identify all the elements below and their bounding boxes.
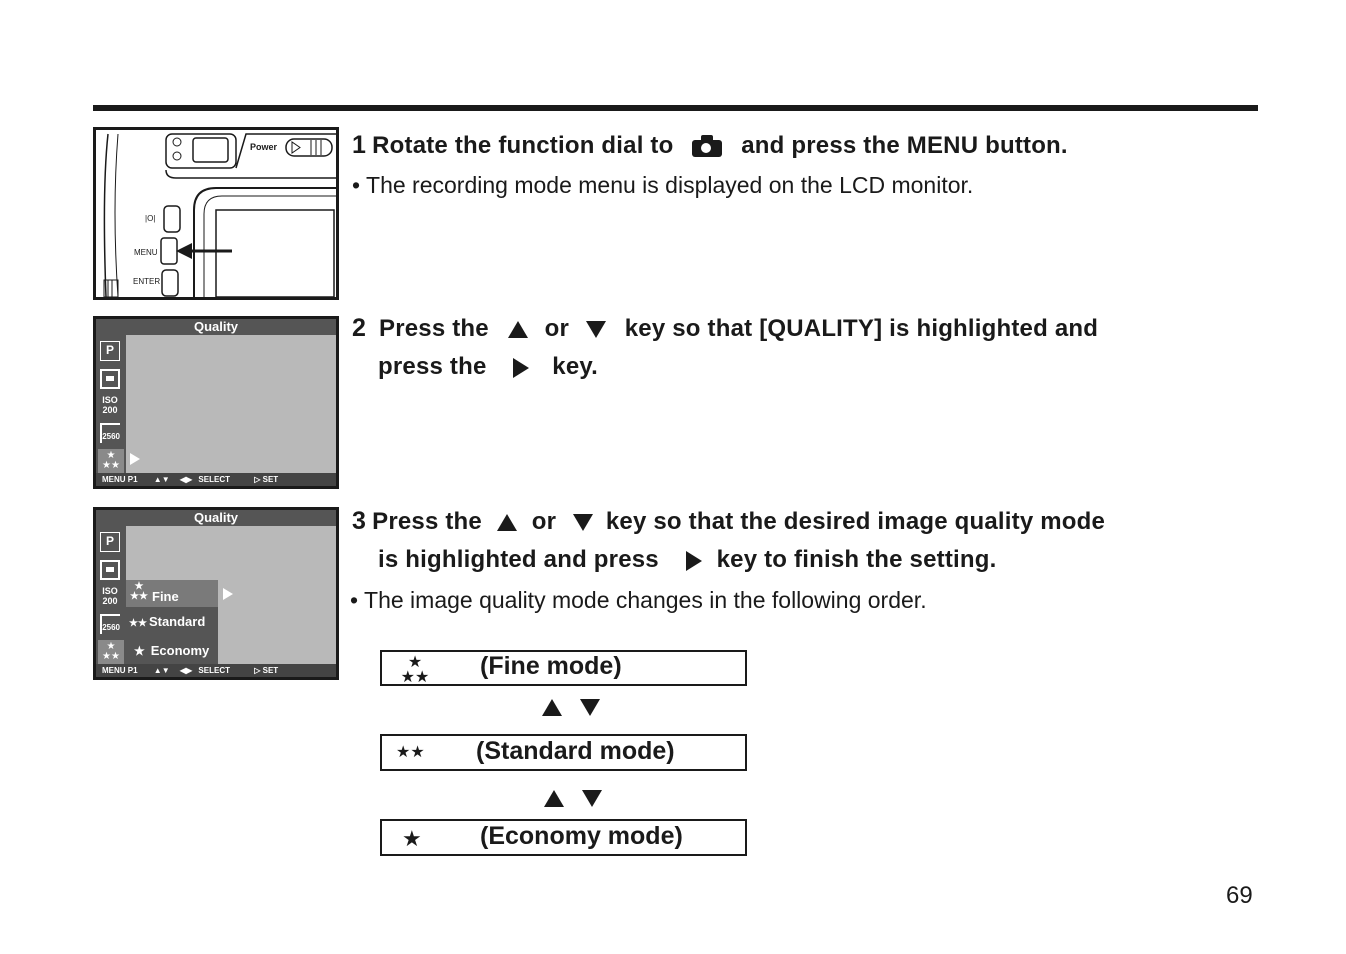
mode-box-standard: [380, 734, 747, 771]
lcd-title: Quality: [96, 510, 336, 526]
quality-stars-icon: ★ ★★: [102, 450, 120, 471]
image-size-icon: 2560: [100, 614, 120, 634]
top-button-label: |O|: [145, 214, 156, 223]
step1-note: • The recording mode menu is displayed on the LCD monitor.: [352, 172, 974, 198]
step2-line2: [378, 353, 598, 381]
step3-text-c: key so that the desired image quality mode: [605, 508, 1106, 535]
step1-text-after: and press the MENU button.: [741, 132, 1068, 159]
menu-button-label: MENU: [134, 248, 158, 257]
up-arrow-icon: [508, 321, 528, 338]
down-arrow-icon: [573, 514, 593, 531]
step2-text-b: or: [544, 315, 569, 342]
step1-heading: [352, 131, 1068, 160]
lcd-footer: [96, 473, 336, 487]
three-stars-icon: ★ ★★: [400, 654, 430, 686]
iso-icon: ISO 200: [102, 395, 118, 415]
footer-leftright-icon: ◀▶: [179, 666, 193, 675]
image-size-icon: 2560: [100, 423, 120, 443]
right-arrow-icon: [513, 358, 529, 378]
footer-select: SELECT: [198, 475, 230, 484]
step1-number: 1: [352, 131, 367, 159]
up-arrow-icon: [497, 514, 517, 531]
option-standard[interactable]: [126, 609, 218, 635]
power-label: Power: [250, 142, 278, 152]
down-arrow-icon: [586, 321, 606, 338]
footer-leftright-icon: ◀▶: [179, 475, 193, 484]
footer-updown-icon: ▲▼: [153, 666, 170, 675]
option-standard-label: Standard: [148, 614, 206, 629]
page-number: 69: [1226, 882, 1253, 909]
metering-icon: [100, 560, 120, 580]
right-arrow-icon: [686, 551, 702, 571]
footer-select: SELECT: [198, 666, 230, 675]
lcd-footer: [96, 664, 336, 678]
option-fine-label: Fine: [152, 589, 179, 604]
lcd-right-arrow-icon: [223, 588, 233, 600]
step2-text-a: Press the: [378, 315, 489, 342]
lcd-side-menu: [96, 335, 126, 473]
step3-text-a: Press the: [372, 508, 482, 535]
footer-set: SET: [262, 475, 279, 484]
camera-illustration: [93, 127, 339, 300]
mode-label-fine: (Fine mode): [480, 652, 622, 680]
quality-stars-icon: ★ ★★: [102, 641, 120, 662]
lcd-screen-quality: [93, 316, 339, 489]
camera-back-drawing: [96, 130, 336, 297]
camera-icon: [692, 135, 722, 157]
quality-icon-highlight: [98, 449, 124, 473]
step2-text-e: key.: [552, 353, 598, 380]
program-mode-icon: P: [100, 532, 120, 552]
lcd-screen-quality-options: [93, 507, 339, 680]
mode-box-fine: [380, 650, 747, 686]
up-arrow-icon: [544, 790, 564, 807]
two-stars-icon: ★★: [396, 744, 425, 761]
fine-stars-icon: ★ ★★: [130, 581, 148, 602]
down-arrow-icon: [582, 790, 602, 807]
top-rule: [93, 105, 1258, 111]
option-fine[interactable]: [126, 580, 218, 607]
footer-updown-icon: ▲▼: [153, 475, 170, 484]
step3-line2: [378, 546, 997, 574]
up-arrow-icon: [542, 699, 562, 716]
footer-set-icon: ▷: [254, 666, 261, 675]
mode-label-standard: (Standard mode): [476, 737, 675, 765]
footer-set: SET: [262, 666, 279, 675]
mode-label-economy: (Economy mode): [480, 822, 683, 850]
footer-menu: MENU P1: [102, 666, 138, 675]
step2-text-c: key so that [QUALITY] is highlighted and: [624, 315, 1099, 342]
one-star-icon: ★: [402, 826, 422, 851]
mode-box-economy: [380, 819, 747, 856]
economy-star-icon: ★: [134, 644, 145, 658]
lcd-title: Quality: [96, 319, 336, 335]
metering-icon: [100, 369, 120, 389]
option-economy[interactable]: [126, 637, 218, 664]
enter-button-label: ENTER: [133, 277, 161, 286]
step2-line1: [352, 314, 1098, 343]
program-mode-icon: P: [100, 341, 120, 361]
step2-number: 2: [352, 314, 367, 342]
step3-text-b: or: [531, 508, 557, 535]
footer-menu: MENU P1: [102, 475, 138, 484]
standard-stars-icon: ★★: [129, 618, 147, 629]
lcd-side-menu: [96, 526, 126, 664]
step3-number: 3: [352, 507, 367, 535]
quality-options-list: [126, 580, 218, 664]
step3-line1: [352, 507, 1105, 536]
step3-text-e: key to finish the setting.: [716, 546, 997, 573]
step2-text-d: press the: [378, 353, 487, 380]
mode-arrows-1: [542, 699, 600, 717]
quality-icon-highlight: [98, 640, 124, 664]
step1-text-before: Rotate the function dial to: [372, 132, 674, 159]
lcd-right-arrow-icon: [130, 453, 140, 465]
iso-icon: ISO 200: [102, 586, 118, 606]
footer-set-icon: ▷: [254, 475, 261, 484]
down-arrow-icon: [580, 699, 600, 716]
step3-note: • The image quality mode changes in the following order.: [350, 587, 927, 613]
step3-text-d: is highlighted and press: [378, 546, 659, 573]
option-economy-label: Economy: [150, 643, 210, 658]
mode-arrows-2: [544, 790, 602, 808]
